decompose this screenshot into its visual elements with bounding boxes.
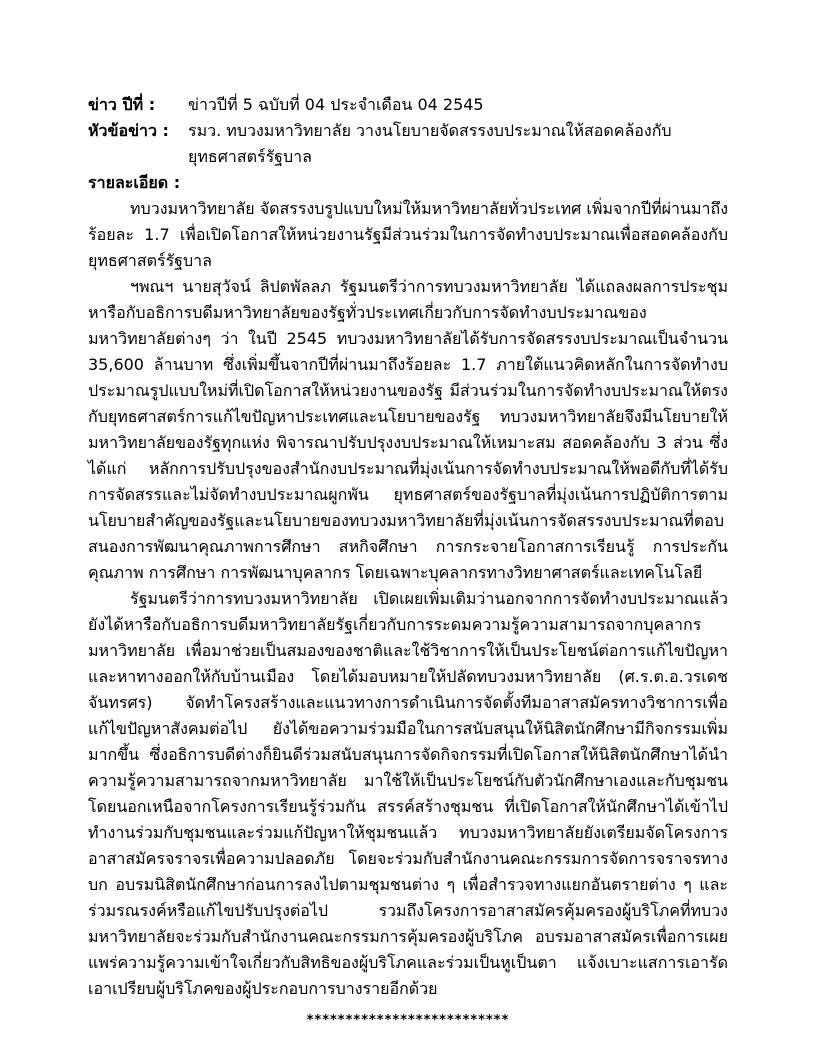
- end-divider: **************************: [306, 1013, 510, 1028]
- field-label-news-year: ข่าว ปีที่ :: [88, 95, 156, 114]
- body-paragraph: รัฐมนตรีว่าการทบวงมหาวิทยาลัย เปิดเผยเพิ่มเติมว่านอกจากการจัดทำงบประมาณแล้ว ยังได้หารือกับอธิการบดีมหาวิทยาลัยรัฐเกี่ยวกับการระดมความรู้ความสามารถจากบุคลากรมหาวิทยาลัย เพื่อมาช่วยเป็นสมองของชาติและใช้วิชาการให้เป็นประโยชน์ต่อการแก้ไขปัญหาและหาทางออกให้กับบ้านเมือง โดยได้มอบหมายให้ปลัดทบวงมหาวิทยาลัย (ศ.ร.ต.อ.วรเดช จันทรศร) จัดทำโครงสร้างและแนวทางการดำเนินการจัดตั้งทีมอาสาสมัครทางวิชาการเพื่อแก้ไขปัญหาสังคมต่อไป ยังได้ขอความร่วมมือในการสนับสนุนให้นิสิตนักศึกษามีกิจกรรมเพิ่มมากขึ้น ซึ่งอธิการบดีต่างก็ยินดีร่วมสนับสนุนการจัดกิจกรรมที่เปิดโอกาสให้นิสิตนักศึกษาได้นำความรู้ความสามารถจากมหาวิทยาลัย มาใช้ให้เป็นประโยชน์กับตัวนักศึกษาเองและกับชุมชน โดยนอกเหนือจากโครงการเรียนรู้ร่วมกัน สรรค์สร้างชุมชน ที่เปิดโอกาสให้นักศึกษาได้เข้าไปทำงานร่วมกับชุมชนและร่วมแก้ปัญหาให้ชุมชนแล้ว ทบวงมหาวิทยาลัยยังเตรียมจัดโครงการอาสาสมัครจราจรเพื่อความปลอดภัย โดยจะร่วมกับสำนักงานคณะกรรมการจัดการจราจรทางบก อบรมนิสิตนักศึกษาก่อนการลงไปตามชุมชนต่าง ๆ เพื่อสำรวจทางแยกอันตรายต่าง ๆ และร่วมรณรงค์หรือแก้ไขปรับปรุงต่อไป รวมถึงโครงการอาสาสมัครคุ้มครองผู้บริโภคที่ทบวงมหาวิทยาลัยจะร่วมกับสำนักงานคณะกรรมการคุ้มครองผู้บริโภค อบรมอาสาสมัครเพื่อการเผยแพร่ความรู้ความเข้าใจเกี่ยวกับสิทธิของผู้บริโภคและร่วมเป็นหูเป็นตา แจ้งเบาะแสการเอารัดเอาเปรียบผู้บริโภคของผู้ประกอบการบางรายอีกด้วย: [88, 589, 728, 998]
- document-body: [88, 196, 728, 1002]
- field-row-details: [88, 170, 728, 196]
- document-content: [88, 92, 728, 1034]
- field-value-headline: รมว. ทบวงมหาวิทยาลัย วางนโยบายจัดสรรงบประมาณให้สอดคล้องกับยุทธศาสตร์รัฐบาล: [188, 121, 672, 166]
- field-value-news-year: ข่าวปีที่ 5 ฉบับที่ 04 ประจำเดือน 04 2545: [188, 95, 484, 114]
- field-label-details: รายละเอียด :: [88, 173, 181, 192]
- field-row-headline: [88, 118, 728, 170]
- field-label-headline: หัวข้อข่าว :: [88, 121, 169, 140]
- field-row-news-year: [88, 92, 728, 118]
- document-header: [88, 92, 728, 196]
- body-paragraph: ทบวงมหาวิทยาลัย จัดสรรงบรูปแบบใหม่ให้มหาวิทยาลัยทั่วประเทศ เพิ่มจากปีที่ผ่านมาถึงร้อยละ 1.7 เพื่อเปิดโอกาสให้หน่วยงานรัฐมีส่วนร่วมในการจัดทำงบประมาณเพื่อสอดคล้องกับยุทธศาสตร์รัฐบาล: [88, 199, 728, 270]
- body-paragraph: ฯพณฯ นายสุวัจน์ ลิปตพัลลภ รัฐมนตรีว่าการทบวงมหาวิทยาลัย ได้แถลงผลการประชุมหารือกับอธิการบดีมหาวิทยาลัยของรัฐทั่วประเทศเกี่ยวกับการจัดทำงบประมาณของมหาวิทยาลัยต่างๆ ว่า ในปี 2545 ทบวงมหาวิทยาลัยได้รับการจัดสรรงบประมาณเป็นจำนวน 35,600 ล้านบาท ซึ่งเพิ่มขึ้นจากปีที่ผ่านมาถึงร้อยละ 1.7 ภายใต้แนวคิดหลักในการจัดทำงบประมาณรูปแบบใหม่ที่เปิดโอกาสให้หน่วยงานของรัฐ มีส่วนร่วมในการจัดทำงบประมาณให้ตรงกับยุทธศาสตร์การแก้ไขปัญหาประเทศและนโยบายของรัฐ ทบวงมหาวิทยาลัยจึงมีนโยบายให้มหาวิทยาลัยของรัฐทุกแห่ง พิจารณาปรับปรุงงบประมาณให้เหมาะสม สอดคล้องกับ 3 ส่วน ซึ่งได้แก่ หลักการปรับปรุงของสำนักงบประมาณที่มุ่งเน้นการจัดทำงบประมาณให้พอดีกับที่ได้รับการจัดสรรและไม่จัดทำงบประมาณผูกพัน ยุทธศาสตร์ของรัฐบาลที่มุ่งเน้นการปฏิบัติการตามนโยบายสำคัญของรัฐและนโยบายของทบวงมหาวิทยาลัยที่มุ่งเน้นการจัดสรรงบประมาณที่ตอบสนองการพัฒนาคุณภาพการศึกษา สหกิจศึกษา การกระจายโอกาสการเรียนรู้ การประกันคุณภาพ การศึกษา การพัฒนาบุคลากร โดยเฉพาะบุคลากรทางวิทยาศาสตร์และเทคโนโลยี: [88, 277, 728, 582]
